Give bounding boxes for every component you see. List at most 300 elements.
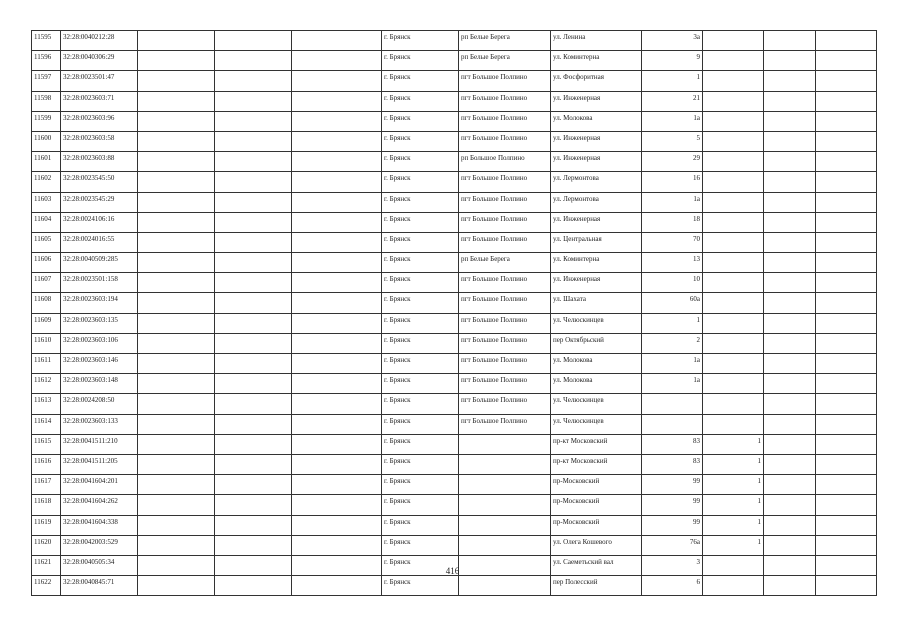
cell-empty <box>138 91 215 111</box>
cell-record-number: 11618 <box>32 495 61 515</box>
cell-quantity <box>703 51 764 71</box>
cell-street: ул. Ленина <box>551 31 642 51</box>
cell-house-number: 3 <box>642 555 703 575</box>
cell-quantity <box>703 394 764 414</box>
cell-quantity <box>703 313 764 333</box>
cell-empty <box>138 51 215 71</box>
cell-empty <box>816 515 877 535</box>
cell-empty <box>292 495 382 515</box>
cell-cadastral-number: 32:28:0042003:529 <box>61 535 138 555</box>
cell-record-number: 11604 <box>32 212 61 232</box>
cell-empty <box>816 71 877 91</box>
cell-empty <box>292 454 382 474</box>
cell-locality: пгт Большое Полпино <box>459 212 551 232</box>
cell-empty <box>292 253 382 273</box>
cell-city: г. Брянск <box>382 354 459 374</box>
cell-record-number: 11597 <box>32 71 61 91</box>
cell-empty <box>764 293 816 313</box>
cell-locality: рп Большое Полпино <box>459 152 551 172</box>
table-row <box>32 515 877 535</box>
cell-cadastral-number: 32:28:0023603:96 <box>61 111 138 131</box>
cell-quantity <box>703 212 764 232</box>
cell-empty <box>764 333 816 353</box>
cell-street: пер Полесский <box>551 576 642 596</box>
table-row <box>32 354 877 374</box>
cell-house-number: 13 <box>642 253 703 273</box>
cell-empty <box>292 434 382 454</box>
cell-empty <box>816 253 877 273</box>
cell-quantity <box>703 111 764 131</box>
cell-city: г. Брянск <box>382 111 459 131</box>
cell-house-number: 6 <box>642 576 703 596</box>
cell-empty <box>138 495 215 515</box>
cell-house-number: 1 <box>642 71 703 91</box>
cell-empty <box>138 293 215 313</box>
cell-empty <box>215 414 292 434</box>
cell-street: ул. Молокова <box>551 354 642 374</box>
cell-street: ул. Лермонтова <box>551 172 642 192</box>
cell-empty <box>215 192 292 212</box>
cell-empty <box>215 576 292 596</box>
cell-locality: пгт Большое Полпино <box>459 91 551 111</box>
cell-street: ул. Челюскинцев <box>551 313 642 333</box>
cell-street: ул. Фосфоритная <box>551 71 642 91</box>
cell-locality: пгт Большое Полпино <box>459 273 551 293</box>
cell-empty <box>292 475 382 495</box>
cell-empty <box>764 414 816 434</box>
cell-locality <box>459 434 551 454</box>
cell-house-number: 60а <box>642 293 703 313</box>
cell-empty <box>292 313 382 333</box>
cell-record-number: 11603 <box>32 192 61 212</box>
cell-house-number: 99 <box>642 515 703 535</box>
cell-cadastral-number: 32:28:0023603:88 <box>61 152 138 172</box>
cell-empty <box>816 454 877 474</box>
cell-city: г. Брянск <box>382 434 459 454</box>
cell-locality: пгт Большое Полпино <box>459 111 551 131</box>
cell-empty <box>138 374 215 394</box>
cell-city: г. Брянск <box>382 535 459 555</box>
cell-empty <box>215 111 292 131</box>
cell-record-number: 11621 <box>32 555 61 575</box>
cell-record-number: 11615 <box>32 434 61 454</box>
cell-locality: пгт Большое Полпино <box>459 333 551 353</box>
cell-cadastral-number: 32:28:0023545:50 <box>61 172 138 192</box>
table-row <box>32 495 877 515</box>
cell-city: г. Брянск <box>382 475 459 495</box>
cell-house-number: 1а <box>642 192 703 212</box>
cell-cadastral-number: 32:28:0023545:29 <box>61 192 138 212</box>
cell-cadastral-number: 32:28:0024106:16 <box>61 212 138 232</box>
cell-record-number: 11611 <box>32 354 61 374</box>
cell-empty <box>215 212 292 232</box>
cell-record-number: 11609 <box>32 313 61 333</box>
cell-cadastral-number: 32:28:0024208:50 <box>61 394 138 414</box>
cell-city: г. Брянск <box>382 333 459 353</box>
cell-locality: пгт Большое Полпино <box>459 232 551 252</box>
cell-street: ул. Молокова <box>551 111 642 131</box>
cell-empty <box>816 172 877 192</box>
cell-record-number: 11622 <box>32 576 61 596</box>
cell-empty <box>138 71 215 91</box>
cell-cadastral-number: 32:28:0040306:29 <box>61 51 138 71</box>
cell-record-number: 11610 <box>32 333 61 353</box>
cell-cadastral-number: 32:28:0041604:338 <box>61 515 138 535</box>
cell-cadastral-number: 32:28:0041511:205 <box>61 454 138 474</box>
cell-empty <box>292 293 382 313</box>
cell-empty <box>764 192 816 212</box>
cell-empty <box>292 111 382 131</box>
cell-empty <box>764 31 816 51</box>
cell-empty <box>816 333 877 353</box>
cell-house-number <box>642 394 703 414</box>
cell-city: г. Брянск <box>382 555 459 575</box>
cell-empty <box>764 394 816 414</box>
cell-empty <box>215 232 292 252</box>
cell-house-number: 76а <box>642 535 703 555</box>
cell-empty <box>215 253 292 273</box>
table-row <box>32 273 877 293</box>
cell-locality: пгт Большое Полпино <box>459 394 551 414</box>
cell-city: г. Брянск <box>382 454 459 474</box>
cell-quantity <box>703 414 764 434</box>
cell-locality <box>459 495 551 515</box>
cell-city: г. Брянск <box>382 576 459 596</box>
cell-empty <box>764 131 816 151</box>
cell-empty <box>138 535 215 555</box>
cell-empty <box>816 273 877 293</box>
cell-empty <box>138 253 215 273</box>
cell-quantity <box>703 374 764 394</box>
cell-empty <box>816 31 877 51</box>
cell-empty <box>816 192 877 212</box>
cell-empty <box>215 434 292 454</box>
cell-empty <box>816 91 877 111</box>
cell-empty <box>816 212 877 232</box>
cell-empty <box>138 354 215 374</box>
cell-empty <box>138 434 215 454</box>
cell-quantity <box>703 232 764 252</box>
cell-house-number: 21 <box>642 91 703 111</box>
cell-record-number: 11598 <box>32 91 61 111</box>
cell-empty <box>764 354 816 374</box>
cell-city: г. Брянск <box>382 515 459 535</box>
cell-empty <box>215 273 292 293</box>
cell-empty <box>215 495 292 515</box>
cell-empty <box>764 454 816 474</box>
cell-empty <box>138 192 215 212</box>
cell-record-number: 11601 <box>32 152 61 172</box>
cell-empty <box>816 51 877 71</box>
cell-street: ул. Олега Кошевого <box>551 535 642 555</box>
cell-cadastral-number: 32:28:0023603:106 <box>61 333 138 353</box>
cell-cadastral-number: 32:28:0041511:210 <box>61 434 138 454</box>
cell-street: пер Октябрьский <box>551 333 642 353</box>
cell-record-number: 11613 <box>32 394 61 414</box>
cell-empty <box>215 293 292 313</box>
cell-empty <box>138 273 215 293</box>
cell-city: г. Брянск <box>382 31 459 51</box>
cell-street: ул. Центральная <box>551 232 642 252</box>
cell-record-number: 11599 <box>32 111 61 131</box>
cell-locality: пгт Большое Полпино <box>459 172 551 192</box>
cell-empty <box>764 535 816 555</box>
cell-quantity: 1 <box>703 434 764 454</box>
cell-empty <box>138 313 215 333</box>
cell-record-number: 11614 <box>32 414 61 434</box>
cell-quantity <box>703 172 764 192</box>
cell-empty <box>816 535 877 555</box>
cell-street: ул. Шахата <box>551 293 642 313</box>
cell-empty <box>292 394 382 414</box>
table-row <box>32 293 877 313</box>
cell-city: г. Брянск <box>382 253 459 273</box>
cell-cadastral-number: 32:28:0023603:194 <box>61 293 138 313</box>
cell-record-number: 11620 <box>32 535 61 555</box>
table-row <box>32 434 877 454</box>
cell-quantity <box>703 576 764 596</box>
cell-record-number: 11616 <box>32 454 61 474</box>
cell-empty <box>138 333 215 353</box>
cell-empty <box>764 576 816 596</box>
cell-house-number: 2 <box>642 333 703 353</box>
cell-street: ул. Коминтерна <box>551 51 642 71</box>
cell-quantity <box>703 131 764 151</box>
cell-city: г. Брянск <box>382 71 459 91</box>
cell-house-number: 16 <box>642 172 703 192</box>
cell-empty <box>816 414 877 434</box>
cell-empty <box>138 131 215 151</box>
cell-empty <box>816 152 877 172</box>
cell-empty <box>215 475 292 495</box>
cell-empty <box>764 515 816 535</box>
cell-house-number: 99 <box>642 495 703 515</box>
cell-street: пр-кт Московский <box>551 434 642 454</box>
table-row <box>32 475 877 495</box>
cell-empty <box>138 475 215 495</box>
cell-empty <box>816 131 877 151</box>
cell-empty <box>764 152 816 172</box>
cell-city: г. Брянск <box>382 293 459 313</box>
cell-house-number: 1а <box>642 354 703 374</box>
cell-empty <box>764 475 816 495</box>
cell-house-number: 1 <box>642 313 703 333</box>
cell-city: г. Брянск <box>382 172 459 192</box>
cell-empty <box>138 454 215 474</box>
table-row <box>32 91 877 111</box>
cell-street: ул. Инженерная <box>551 273 642 293</box>
table-row <box>32 576 877 596</box>
cell-empty <box>138 394 215 414</box>
cell-street: пр-Московский <box>551 475 642 495</box>
cell-street: ул. Инженерная <box>551 212 642 232</box>
cell-empty <box>215 394 292 414</box>
cell-city: г. Брянск <box>382 51 459 71</box>
cell-empty <box>292 333 382 353</box>
table-row <box>32 152 877 172</box>
cell-empty <box>215 131 292 151</box>
cell-empty <box>215 71 292 91</box>
cell-city: г. Брянск <box>382 414 459 434</box>
cell-record-number: 11606 <box>32 253 61 273</box>
table-row <box>32 313 877 333</box>
cell-empty <box>215 152 292 172</box>
cell-locality: пгт Большое Полпино <box>459 313 551 333</box>
cell-empty <box>292 131 382 151</box>
cell-cadastral-number: 32:28:0040505:34 <box>61 555 138 575</box>
cell-empty <box>138 31 215 51</box>
cell-empty <box>215 51 292 71</box>
cell-empty <box>138 172 215 192</box>
cell-cadastral-number: 32:28:0040509:285 <box>61 253 138 273</box>
cell-empty <box>292 172 382 192</box>
table-row <box>32 172 877 192</box>
cell-empty <box>292 414 382 434</box>
cell-quantity <box>703 31 764 51</box>
cell-house-number: 29 <box>642 152 703 172</box>
table-row <box>32 212 877 232</box>
cell-locality: рп Белые Берега <box>459 31 551 51</box>
cell-house-number: 83 <box>642 434 703 454</box>
cell-empty <box>816 495 877 515</box>
registry-table <box>31 30 877 596</box>
cell-street: пр-Московский <box>551 515 642 535</box>
cell-street: пр-Московский <box>551 495 642 515</box>
cell-empty <box>292 31 382 51</box>
cell-city: г. Брянск <box>382 192 459 212</box>
cell-quantity: 1 <box>703 475 764 495</box>
cell-city: г. Брянск <box>382 394 459 414</box>
cell-city: г. Брянск <box>382 273 459 293</box>
cell-city: г. Брянск <box>382 152 459 172</box>
table-row <box>32 232 877 252</box>
registry-body <box>32 31 877 596</box>
cell-empty <box>215 91 292 111</box>
cell-locality: пгт Большое Полпино <box>459 71 551 91</box>
cell-empty <box>816 475 877 495</box>
cell-locality <box>459 454 551 474</box>
cell-house-number: 3а <box>642 31 703 51</box>
cell-empty <box>764 495 816 515</box>
cell-city: г. Брянск <box>382 131 459 151</box>
cell-empty <box>816 434 877 454</box>
cell-empty <box>764 212 816 232</box>
cell-empty <box>292 535 382 555</box>
cell-empty <box>764 313 816 333</box>
cell-empty <box>138 152 215 172</box>
cell-quantity <box>703 152 764 172</box>
cell-empty <box>292 152 382 172</box>
cell-quantity <box>703 273 764 293</box>
cell-city: г. Брянск <box>382 91 459 111</box>
table-row <box>32 192 877 212</box>
cell-empty <box>816 111 877 131</box>
cell-city: г. Брянск <box>382 212 459 232</box>
cell-cadastral-number: 32:28:0023501:47 <box>61 71 138 91</box>
cell-empty <box>292 232 382 252</box>
cell-cadastral-number: 32:28:0023603:148 <box>61 374 138 394</box>
registry-sheet <box>31 30 877 596</box>
cell-quantity <box>703 91 764 111</box>
cell-empty <box>215 172 292 192</box>
cell-street: ул. Челюскинцев <box>551 414 642 434</box>
cell-house-number: 1а <box>642 111 703 131</box>
cell-empty <box>764 273 816 293</box>
cell-locality: рп Белые Берега <box>459 51 551 71</box>
table-row <box>32 414 877 434</box>
cell-house-number: 5 <box>642 131 703 151</box>
cell-empty <box>292 273 382 293</box>
cell-street: ул. Инженерная <box>551 152 642 172</box>
cell-locality <box>459 515 551 535</box>
cell-quantity <box>703 293 764 313</box>
cell-record-number: 11600 <box>32 131 61 151</box>
cell-empty <box>138 576 215 596</box>
cell-empty <box>764 232 816 252</box>
cell-empty <box>215 354 292 374</box>
cell-empty <box>138 232 215 252</box>
cell-cadastral-number: 32:28:0023603:133 <box>61 414 138 434</box>
cell-quantity <box>703 71 764 91</box>
cell-street: ул. Коминтерна <box>551 253 642 273</box>
cell-record-number: 11608 <box>32 293 61 313</box>
cell-record-number: 11607 <box>32 273 61 293</box>
cell-quantity <box>703 333 764 353</box>
cell-record-number: 11595 <box>32 31 61 51</box>
cell-empty <box>816 293 877 313</box>
cell-record-number: 11619 <box>32 515 61 535</box>
cell-locality: пгт Большое Полпино <box>459 192 551 212</box>
cell-locality: пгт Большое Полпино <box>459 293 551 313</box>
cell-locality <box>459 535 551 555</box>
cell-quantity: 1 <box>703 535 764 555</box>
cell-empty <box>764 51 816 71</box>
cell-empty <box>215 374 292 394</box>
cell-house-number: 10 <box>642 273 703 293</box>
cell-street: ул. Инженерная <box>551 131 642 151</box>
cell-record-number: 11605 <box>32 232 61 252</box>
cell-cadastral-number: 32:28:0040212:28 <box>61 31 138 51</box>
cell-locality: пгт Большое Полпино <box>459 374 551 394</box>
cell-empty <box>138 515 215 535</box>
cell-empty <box>816 313 877 333</box>
cell-locality <box>459 475 551 495</box>
table-row <box>32 31 877 51</box>
cell-empty <box>816 232 877 252</box>
cell-quantity: 1 <box>703 495 764 515</box>
cell-cadastral-number: 32:28:0041604:262 <box>61 495 138 515</box>
table-row <box>32 111 877 131</box>
cell-street: ул. Саеметьский вал <box>551 555 642 575</box>
cell-empty <box>764 71 816 91</box>
cell-empty <box>292 515 382 535</box>
cell-record-number: 11596 <box>32 51 61 71</box>
cell-empty <box>292 91 382 111</box>
cell-quantity <box>703 192 764 212</box>
cell-house-number: 70 <box>642 232 703 252</box>
cell-quantity: 1 <box>703 454 764 474</box>
cell-empty <box>138 212 215 232</box>
table-row <box>32 253 877 273</box>
cell-house-number: 1а <box>642 374 703 394</box>
cell-house-number: 99 <box>642 475 703 495</box>
cell-street: ул. Лермонтова <box>551 192 642 212</box>
table-row <box>32 333 877 353</box>
cell-empty <box>764 253 816 273</box>
cell-quantity <box>703 354 764 374</box>
cell-city: г. Брянск <box>382 374 459 394</box>
cell-empty <box>816 394 877 414</box>
